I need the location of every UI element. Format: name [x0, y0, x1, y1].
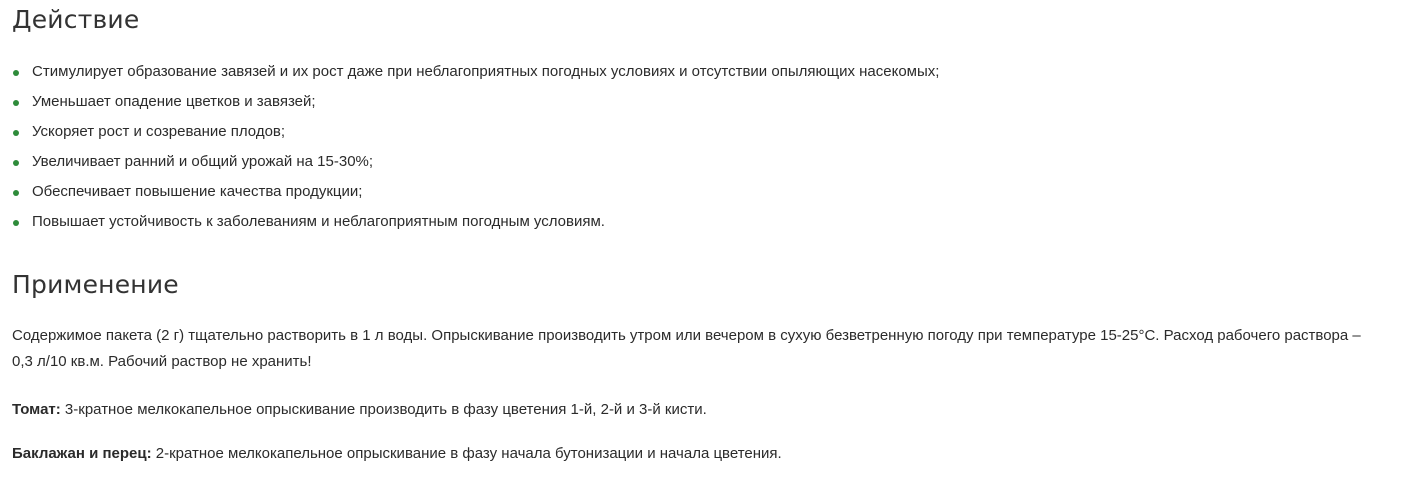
list-item [12, 59, 939, 89]
bullet-dot-icon [13, 70, 19, 76]
effects-list [12, 59, 939, 239]
tomato-instructions [12, 397, 707, 423]
usage-paragraph: Содержимое пакета (2 г) тщательно растворить в 1 л воды. Опрыскивание производить утром или вечером в сухую безветренную погоду при температуре 15-25°С. Расход рабочего раствора – 0,3 л/10 кв.м. Рабочий раствор не хранить! [12, 327, 1361, 370]
list-item [12, 119, 939, 149]
list-item-text: Увеличивает ранний и общий урожай на 15-30%; [32, 153, 374, 170]
list-item-text: Уменьшает опадение цветков и завязей; [32, 93, 316, 110]
bullet-dot-icon [13, 160, 19, 166]
list-item-text: Стимулирует образование завязей и их рост даже при неблагоприятных погодных условиях и отсутствии опыляющих насекомых; [32, 63, 940, 80]
list-item [12, 209, 939, 239]
bullet-dot-icon [13, 130, 19, 136]
tomato-text: 3-кратное мелкокапельное опрыскивание производить в фазу цветения 1-й, 2-й и 3-й кисти. [60, 401, 707, 418]
section-title-usage: Применение [12, 270, 179, 299]
bullet-dot-icon [13, 190, 19, 196]
list-item [12, 89, 939, 119]
section-title-action: Действие [12, 5, 140, 34]
eggplant-pepper-label: Баклажан и перец: [12, 445, 152, 462]
tomato-label: Томат: [12, 401, 61, 418]
list-item-text: Обеспечивает повышение качества продукции; [32, 183, 363, 200]
bullet-dot-icon [13, 100, 19, 106]
eggplant-pepper-text: 2-кратное мелкокапельное опрыскивание в фазу начала бутонизации и начала цветения. [151, 445, 782, 462]
list-item-text: Ускоряет рост и созревание плодов; [32, 123, 286, 140]
eggplant-pepper-instructions [12, 441, 782, 467]
list-item [12, 179, 939, 209]
bullet-dot-icon [13, 220, 19, 226]
list-item-text: Повышает устойчивость к заболеваниям и неблагоприятным погодным условиям. [32, 213, 605, 230]
list-item [12, 149, 939, 179]
